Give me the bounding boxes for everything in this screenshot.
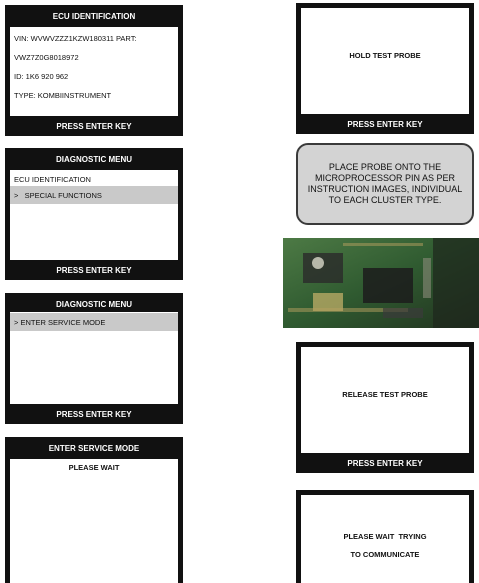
menu-item-label: > SPECIAL FUNCTIONS [14,190,102,200]
diagnostic-menu-screen-2 [5,293,183,424]
press-enter-prompt: PRESS ENTER KEY [56,409,132,419]
type-line: TYPE: KOMBIINSTRUMENT [14,91,112,100]
screen-title: ENTER SERVICE MODE [48,443,140,453]
screen-body [301,8,469,114]
press-enter-prompt: PRESS ENTER KEY [56,121,132,131]
menu-item-enter-service-mode[interactable] [10,313,178,331]
release-test-probe-message: RELEASE TEST PROBE [342,390,428,399]
screen-body [10,459,178,583]
menu-item-ecu-identification[interactable]: ECU IDENTIFICATION [14,175,91,184]
screen-title: DIAGNOSTIC MENU [56,299,132,309]
enter-service-mode-screen [5,437,183,583]
hold-test-probe-message: HOLD TEST PROBE [349,51,421,60]
menu-item-label: > ENTER SERVICE MODE [14,317,106,327]
please-wait-trying-line: PLEASE WAIT TRYING [343,532,427,541]
id-line: ID: 1K6 920 962 [14,72,69,81]
screen-body [10,312,178,404]
screen-title: ECU IDENTIFICATION [52,11,136,21]
release-test-probe-screen [296,342,474,473]
menu-item-special-functions[interactable] [10,186,178,204]
screen-body [10,170,178,260]
screen-body [301,347,469,453]
screen-title: DIAGNOSTIC MENU [56,154,132,164]
instruction-bubble [296,143,474,225]
press-enter-prompt: PRESS ENTER KEY [56,265,132,275]
instruction-text: PLACE PROBE ONTO THE MICROPROCESSOR PIN AS PER INSTRUCTION IMAGES, INDIVIDUAL TO EACH CLUSTER TYPE. [307,162,463,205]
please-wait-message: PLEASE WAIT [68,463,120,472]
ecu-identification-screen [5,5,183,136]
circuit-board-photo [283,238,479,328]
vin-line: VIN: WVWVZZZ1KZW180311 PART: [14,34,137,43]
screen-body [10,27,178,116]
to-communicate-line: TO COMMUNICATE [350,550,420,559]
part-line: VWZ7Z0G8018972 [14,53,79,62]
hold-test-probe-screen [296,3,474,134]
diagnostic-menu-screen-1 [5,148,183,280]
press-enter-prompt: PRESS ENTER KEY [347,119,423,129]
communicate-screen [296,490,474,583]
screen-body [301,495,469,583]
press-enter-prompt: PRESS ENTER KEY [347,458,423,468]
pcb-image [283,238,479,328]
